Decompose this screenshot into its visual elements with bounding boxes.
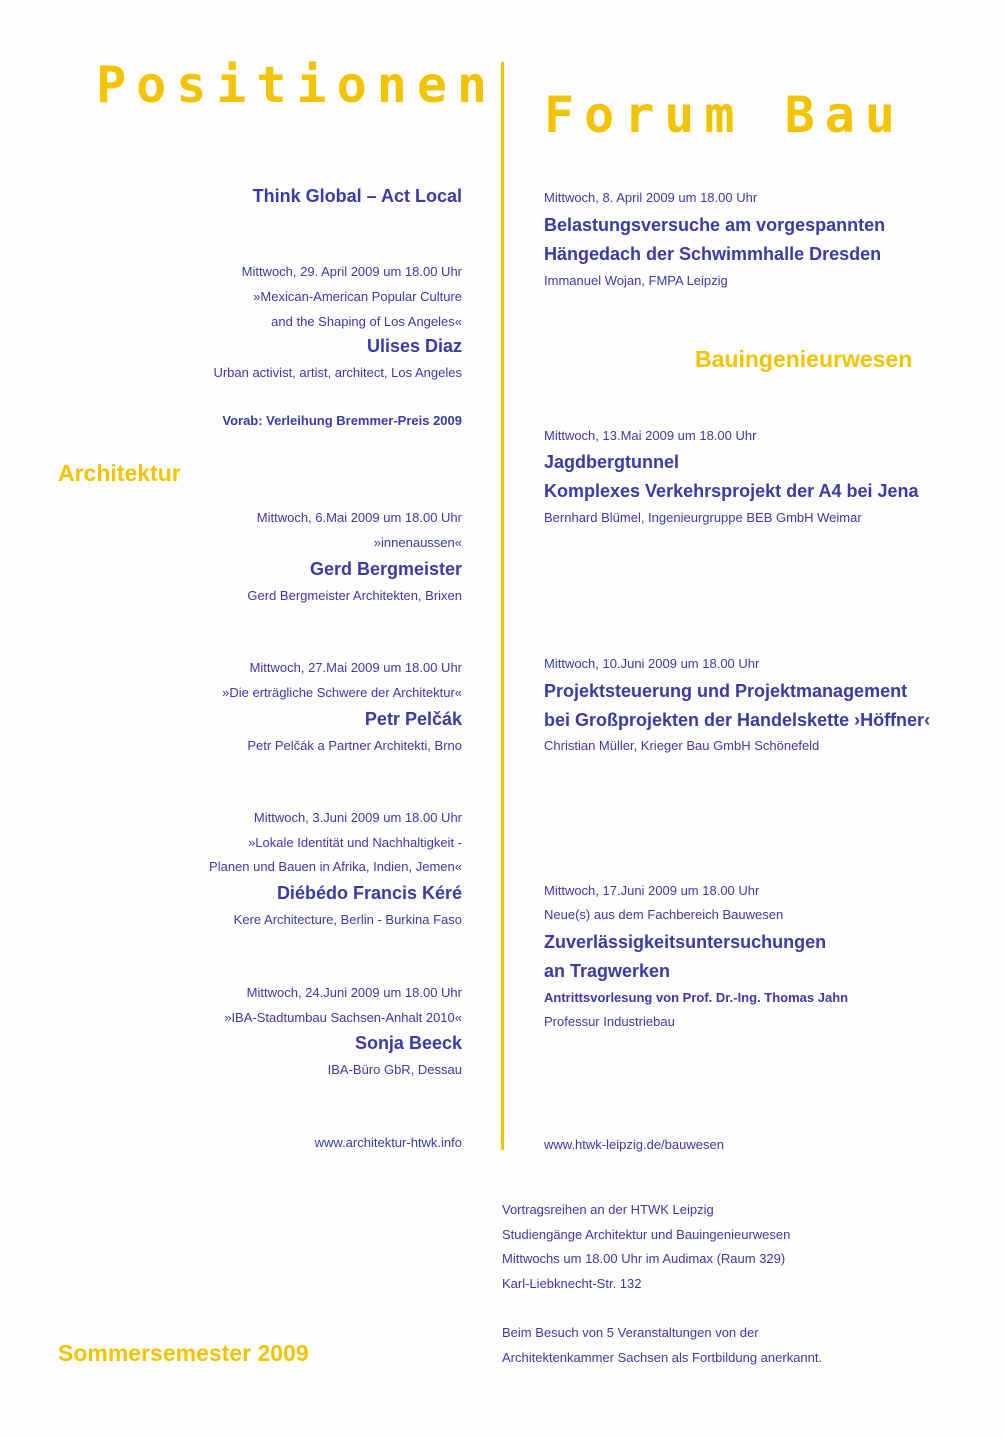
- event-lecture: Antrittsvorlesung von Prof. Dr.-Ing. Thomas Jahn: [544, 990, 849, 1005]
- event-title-line: Zuverlässigkeitsuntersuchungen: [544, 932, 827, 952]
- event-title-line: Belastungsversuche am vorgespannten: [544, 215, 886, 235]
- event-title-line: Hängedach der Schwimmhalle Dresden: [544, 244, 882, 264]
- event-title-line: an Tragwerken: [544, 961, 671, 981]
- left-title: Positionen: [96, 56, 498, 114]
- event-date: Mittwoch, 27.Mai 2009 um 18.00 Uhr: [249, 660, 462, 675]
- event-date: Mittwoch, 29. April 2009 um 18.00 Uhr: [241, 264, 462, 279]
- event-date: Mittwoch, 8. April 2009 um 18.00 Uhr: [544, 190, 758, 205]
- event-date: Mittwoch, 13.Mai 2009 um 18.00 Uhr: [544, 428, 757, 443]
- section-label-bauingenieurwesen: Bauingenieurwesen: [695, 346, 913, 372]
- event-title-line: Planen und Bauen in Afrika, Indien, Jemen«: [209, 859, 462, 874]
- event-title-line: »IBA-Stadtumbau Sachsen-Anhalt 2010«: [224, 1010, 462, 1025]
- event-speaker: Ulises Diaz: [366, 336, 462, 356]
- note: Vorab: Verleihung Bremmer-Preis 2009: [222, 413, 462, 428]
- right-title: Forum Bau: [544, 86, 905, 144]
- section-label-architektur: Architektur: [58, 460, 181, 486]
- info-line: Studiengänge Architektur und Bauingenieurwesen: [502, 1226, 791, 1242]
- event-affiliation: Urban activist, artist, architect, Los Angeles: [213, 365, 462, 380]
- info-line: Vortragsreihen an der HTWK Leipzig: [502, 1202, 714, 1217]
- semester-label: Sommersemester 2009: [58, 1340, 309, 1366]
- event-title-line: »Lokale Identität und Nachhaltigkeit -: [248, 835, 462, 850]
- event-speaker: Immanuel Wojan, FMPA Leipzig: [544, 273, 728, 288]
- event-date: Mittwoch, 24.Juni 2009 um 18.00 Uhr: [246, 985, 462, 1000]
- event-speaker: Christian Müller, Krieger Bau GmbH Schönefeld: [544, 738, 820, 753]
- event-speaker: Professur Industriebau: [544, 1014, 675, 1029]
- event-speaker: Gerd Bergmeister: [309, 559, 462, 579]
- right-url-link[interactable]: www.htwk-leipzig.de/bauwesen: [544, 1137, 724, 1152]
- event-title-line: Komplexes Verkehrsprojekt der A4 bei Jena: [544, 481, 919, 501]
- event-date: Mittwoch, 10.Juni 2009 um 18.00 Uhr: [544, 656, 760, 671]
- info-line: Mittwochs um 18.00 Uhr im Audimax (Raum 329): [502, 1251, 786, 1266]
- event-title-line: Projektsteuerung und Projektmanagement: [544, 681, 908, 701]
- footer-info: [502, 1198, 790, 1296]
- event-speaker: Diébédo Francis Kéré: [276, 883, 462, 903]
- event-speaker: Bernhard Blümel, Ingenieurgruppe BEB GmbH Weimar: [544, 510, 862, 525]
- series-title: Think Global – Act Local: [252, 186, 462, 206]
- event-affiliation: Petr Pelčák a Partner Architekti, Brno: [247, 738, 462, 753]
- info-line: Karl-Liebknecht-Str. 132: [502, 1275, 642, 1291]
- event-date: Mittwoch, 17.Juni 2009 um 18.00 Uhr: [544, 883, 760, 898]
- event-affiliation: IBA-Büro GbR, Dessau: [327, 1062, 462, 1077]
- event-title-line: bei Großprojekten der Handelskette ›Höffner‹: [544, 710, 931, 730]
- event-date: Mittwoch, 3.Juni 2009 um 18.00 Uhr: [253, 810, 462, 825]
- credit-line: Beim Besuch von 5 Veranstaltungen von der: [502, 1325, 759, 1340]
- event-title-line: Jagdbergtunnel: [544, 452, 680, 472]
- event-speaker: Petr Pelčák: [364, 709, 462, 729]
- left-url-link[interactable]: www.architektur-htwk.info: [314, 1135, 462, 1150]
- event-affiliation: Gerd Bergmeister Architekten, Brixen: [247, 588, 462, 603]
- event-title-line: »innenaussen«: [373, 535, 462, 550]
- event-affiliation: Kere Architecture, Berlin - Burkina Faso: [233, 912, 462, 927]
- column-divider: [501, 62, 504, 1150]
- footer-credit: [502, 1321, 822, 1370]
- event-title-line: »Mexican-American Popular Culture: [253, 289, 462, 304]
- event-title-line: and the Shaping of Los Angeles«: [271, 314, 462, 329]
- event-subtitle: Neue(s) aus dem Fachbereich Bauwesen: [544, 907, 784, 922]
- event-date: Mittwoch, 6.Mai 2009 um 18.00 Uhr: [256, 510, 462, 525]
- event-speaker: Sonja Beeck: [354, 1033, 462, 1053]
- credit-line: Architektenkammer Sachsen als Fortbildung anerkannt.: [502, 1349, 823, 1365]
- event-title-line: »Die erträgliche Schwere der Architektur«: [222, 685, 462, 700]
